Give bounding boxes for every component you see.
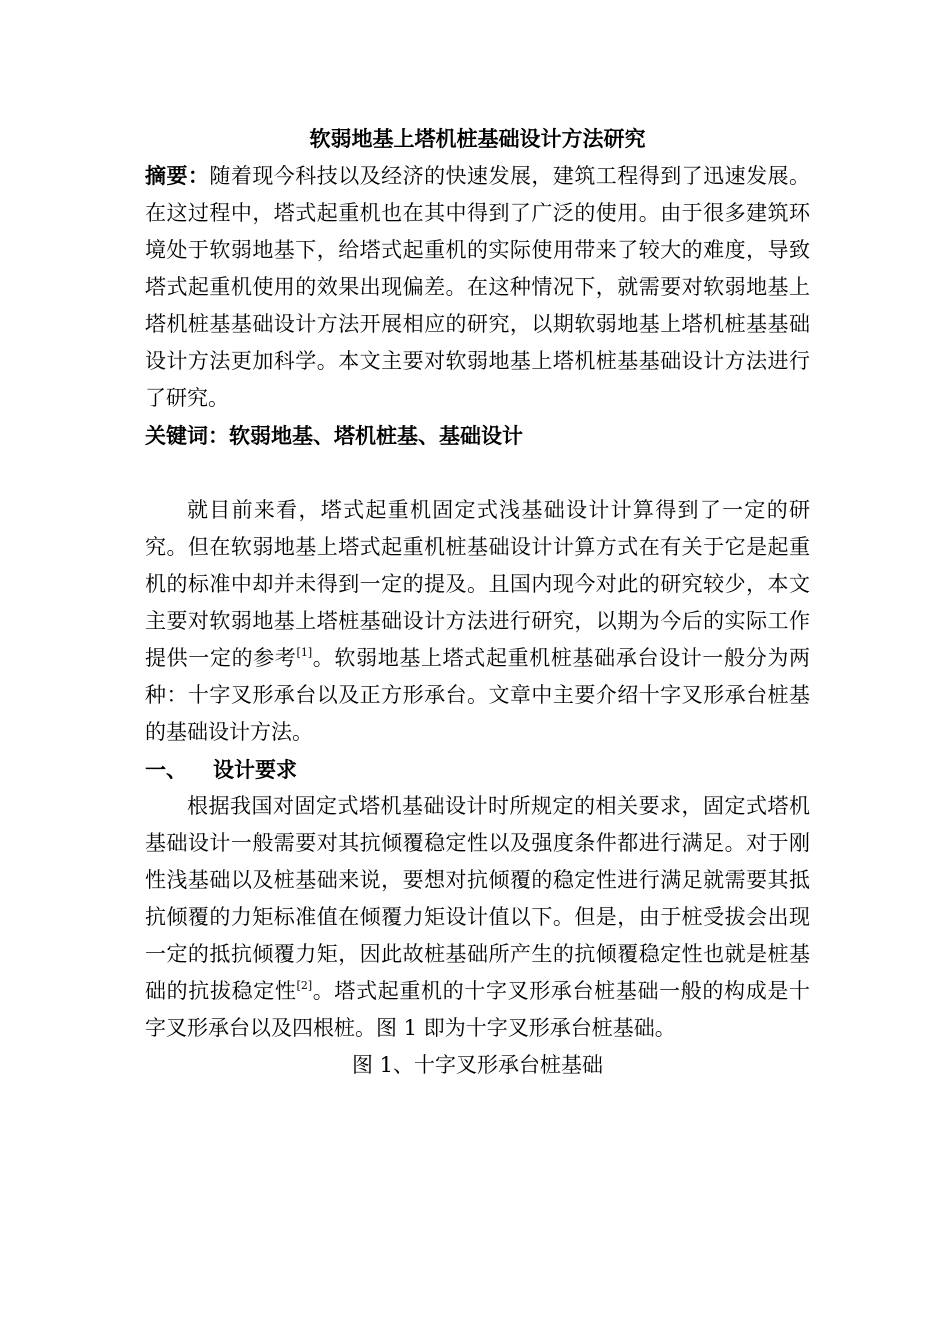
abstract-text: 随着现今科技以及经济的快速发展，建筑工程得到了迅速发展。在这过程中，塔式起重机也在其中得到了广泛的使用。由于很多建筑环境处于软弱地基下，给塔式起重机的实际使用带来了较大的难度，导致塔式起重机使用的效果出现偏差。在这种情况下，就需要对软弱地基上塔机桩基基础设计方法开展相应的研究，以期软弱地基上塔机桩基基础设计方法更加科学。本文主要对软弱地基上塔机桩基基础设计方法进行了研究。 [145, 164, 811, 410]
intro-text-part1: 就目前来看，塔式起重机固定式浅基础设计计算得到了一定的研究。但在软弱地基上塔式起重机桩基础设计计算方式在有关于它是起重机的标准中却并未得到一定的提及。且国内现今对此的研究较少，本文主要对软弱地基上塔桩基础设计方法进行研究，以期为今后的实际工作提供一定的参考 [145, 498, 810, 670]
intro-paragraph [145, 492, 810, 751]
paper-title: 软弱地基上塔机桩基础设计方法研究 [309, 126, 646, 151]
keywords-label: 关键词： [145, 423, 229, 448]
citation-ref-1: [1] [296, 646, 313, 659]
section-body-part1: 根据我国对固定式塔机基础设计时所规定的相关要求，固定式塔机基础设计一般需要对其抗倾覆稳定性以及强度条件都进行满足。对于刚性浅基础以及桩基础来说，要想对抗倾覆的稳定性进行满足就需要其抵抗倾覆的力矩标准值在倾覆力矩设计值以下。但是，由于桩受拔会出现一定的抵抗倾覆力矩，因此故桩基础所产生的抗倾覆稳定性也就是桩基础的抗拔稳定性 [145, 794, 810, 1003]
section-title: 设计要求 [213, 757, 297, 782]
keywords-text: 软弱地基、塔机桩基、基础设计 [229, 423, 523, 448]
document-page [145, 120, 810, 1084]
section-body-paragraph [145, 788, 810, 1047]
section-body-part2: 。塔式起重机的十字叉形承台桩基础一般的构成是十字叉形承台以及四根桩。图 1 即为十字叉形承台桩基础。 [145, 979, 811, 1040]
abstract-label: 摘要： [145, 163, 210, 188]
figure-caption: 图 1、十字叉形承台桩基础 [351, 1053, 604, 1077]
abstract-paragraph [145, 157, 810, 417]
section-heading [145, 751, 810, 788]
intro-text-part2: 。软弱地基上塔式起重机桩基础承台设计一般分为两种：十字叉形承台以及正方形承台。文章中主要介绍十字叉形承台桩基的基础设计方法。 [145, 646, 811, 744]
citation-ref-2: [2] [296, 979, 313, 992]
section-number: 一、 [145, 757, 187, 782]
blank-line [145, 455, 810, 492]
keywords-paragraph [145, 417, 810, 455]
